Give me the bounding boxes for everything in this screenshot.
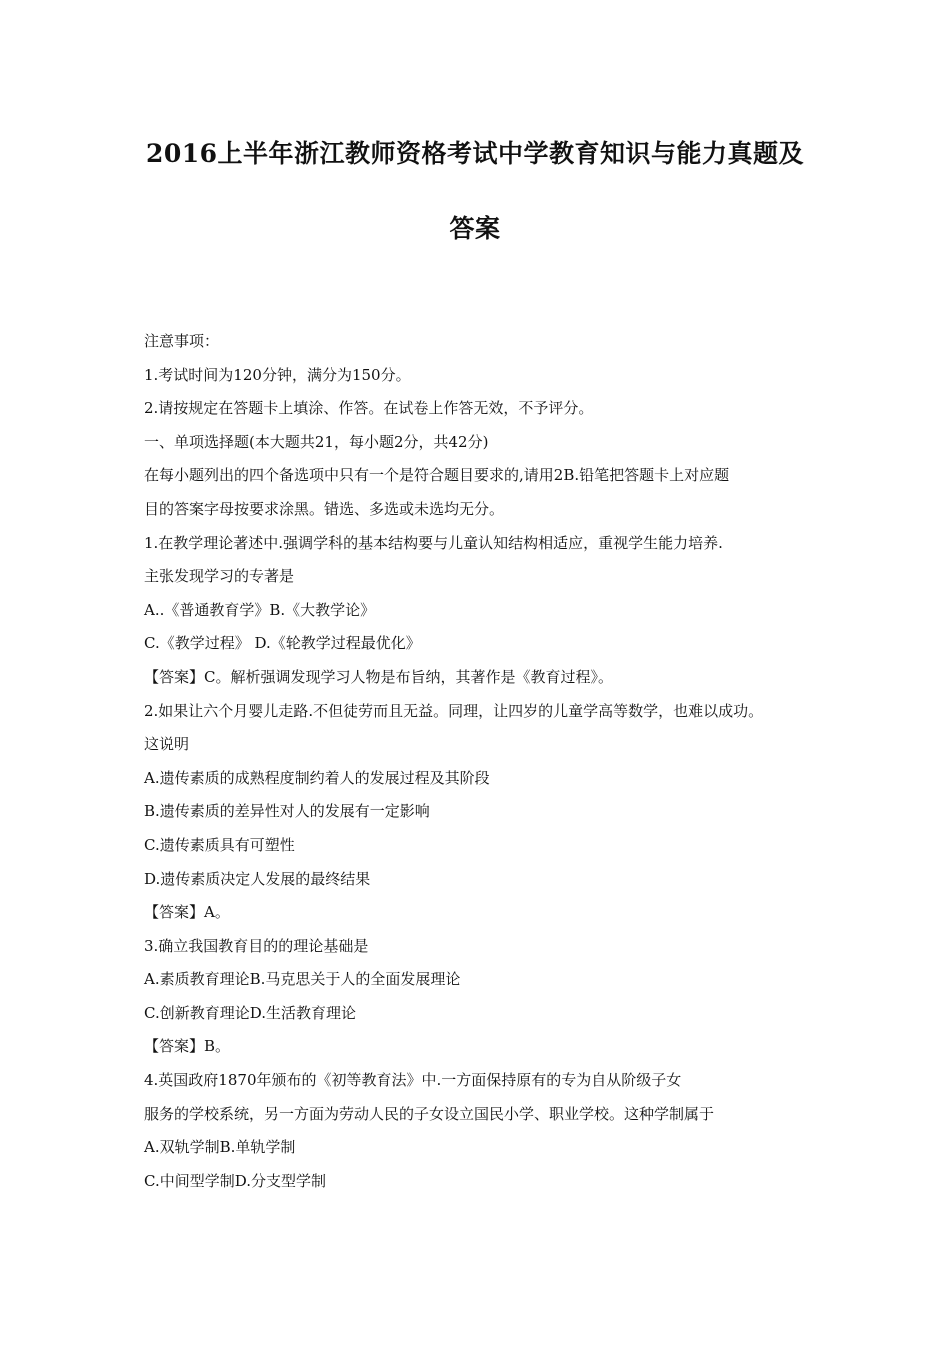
question-4-options-cd: C.中间型学制D.分支型学制 xyxy=(144,1171,326,1190)
notice-item-2: 2.请按规定在答题卡上填涂、作答。在试卷上作答无效，不予评分。 xyxy=(144,399,594,418)
question-1-stem-cont: 主张发现学习的专著是 xyxy=(144,567,295,586)
question-2-option-b: B.遗传素质的差异性对人的发展有一定影响 xyxy=(144,802,430,821)
question-1-options-cd: C.《教学过程》 D.《轮教学过程最优化》 xyxy=(144,634,421,653)
question-1-answer: 【答案】C。解析强调发现学习人物是布旨纳，其著作是《教育过程》。 xyxy=(144,667,613,686)
question-4-stem: 4.英国政府1870年颁布的《初等教育法》中.一方面保持原有的专为自从阶级子女 xyxy=(144,1071,682,1090)
question-1-stem: 1.在教学理论著述中.强调学科的基本结构要与儿童认知结构相适应，重视学生能力培养. xyxy=(144,533,723,552)
section-heading: 一、单项选择题(本大题共21，每小题2分，共42分) xyxy=(144,432,489,451)
question-4-options-ab: A.双轨学制B.单轨学制 xyxy=(144,1138,296,1157)
question-2-option-d: D.遗传素质决定人发展的最终结果 xyxy=(144,869,371,888)
document-title-line-1: 2016上半年浙江教师资格考试中学教育知识与能力真题及 xyxy=(145,139,805,168)
question-3-options-cd: C.创新教育理论D.生活教育理论 xyxy=(144,1003,356,1022)
document-body xyxy=(144,325,864,1198)
question-2-option-c: C.遗传素质具有可塑性 xyxy=(144,835,295,854)
question-1-options-ab: A..《普通教育学》B.《大教学论》 xyxy=(144,600,376,619)
notice-item-1: 1.考试时间为120分钟，满分为150分。 xyxy=(144,365,411,384)
question-4-stem-cont: 服务的学校系统，另一方面为劳动人民的子女设立国民小学、职业学校。这种学制属于 xyxy=(144,1104,715,1123)
question-3-options-ab: A.素质教育理论B.马克思关于人的全面发展理论 xyxy=(144,970,461,989)
notice-heading: 注意事项： xyxy=(144,332,220,350)
section-instructions: 在每小题列出的四个备选项中只有一个是符合题目要求的,请用2B.铅笔把答题卡上对应题 xyxy=(144,466,730,485)
question-3-answer: 【答案】B。 xyxy=(144,1037,231,1056)
section-instructions-cont: 目的答案字母按要求涂黑。错选、多选或未选均无分。 xyxy=(144,499,505,518)
document-title-line-2: 答案 xyxy=(449,214,501,243)
question-3-stem: 3.确立我国教育目的的理论基础是 xyxy=(144,936,369,955)
question-2-stem: 2.如果让六个月婴儿走路.不但徒劳而且无益。同理，让四岁的儿童学高等数学，也难以成功。 xyxy=(144,701,764,720)
question-2-option-a: A.遗传素质的成熟程度制约着人的发展过程及其阶段 xyxy=(144,768,490,787)
question-2-answer: 【答案】A。 xyxy=(144,903,230,922)
question-2-stem-cont: 这说明 xyxy=(144,735,190,754)
